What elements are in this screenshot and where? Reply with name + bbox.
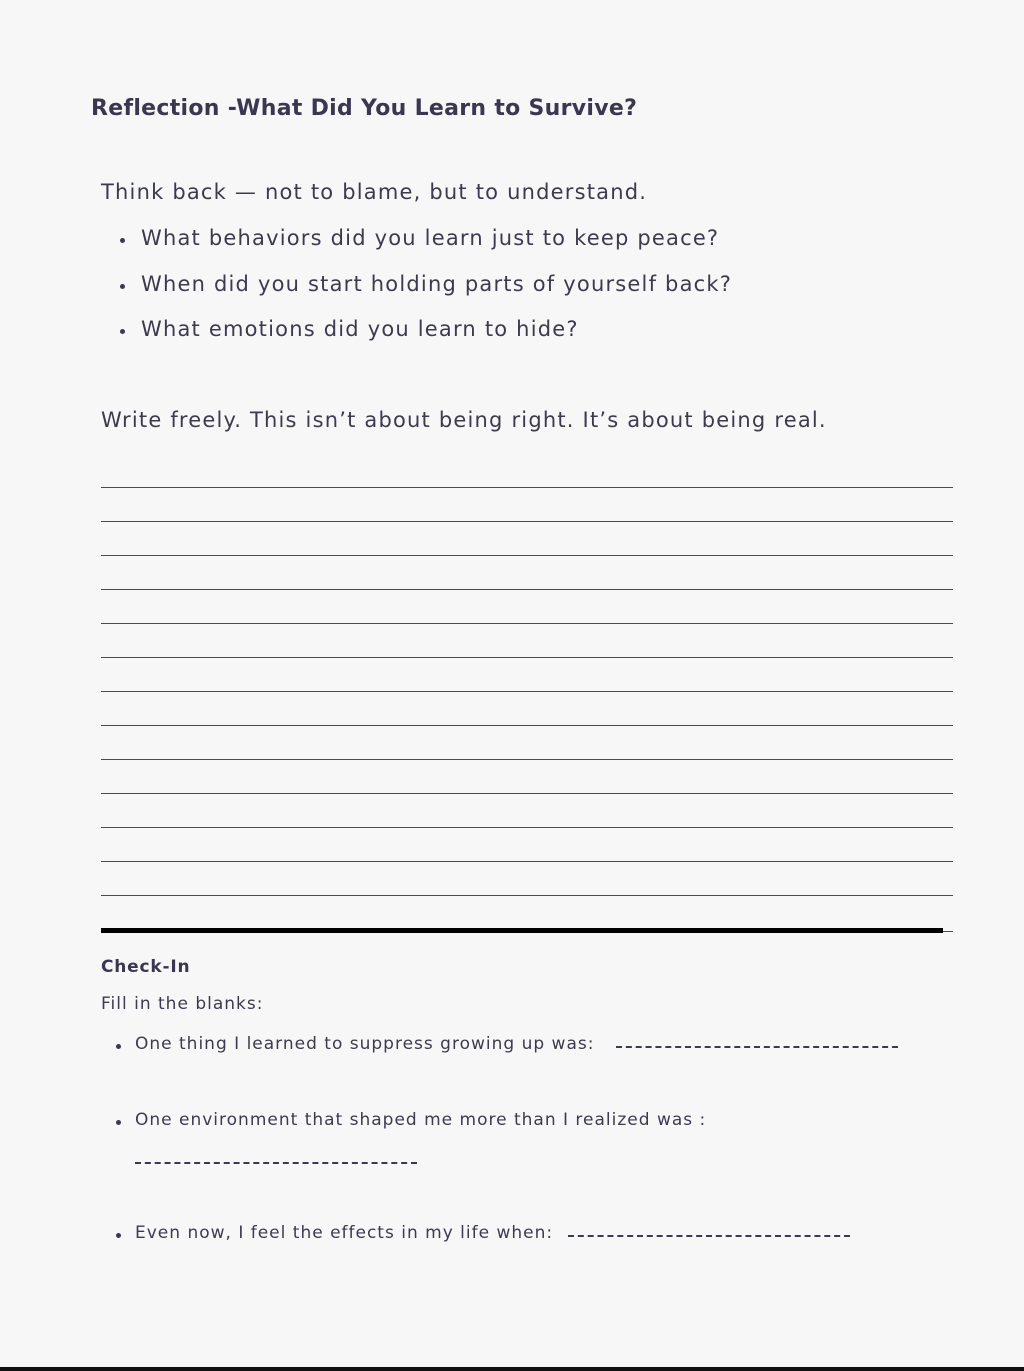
- bullet-icon: [116, 1044, 121, 1049]
- question-item: When did you start holding parts of yourself back?: [101, 272, 732, 318]
- writing-line[interactable]: [101, 895, 953, 929]
- fill-blank-label: Even now, I feel the effects in my life when:: [135, 1223, 554, 1243]
- fill-blank-field[interactable]: [616, 1038, 898, 1048]
- checkin-instruction: Fill in the blanks:: [101, 994, 264, 1014]
- question-list: [101, 226, 732, 363]
- page-bottom-edge: [0, 1367, 1024, 1371]
- writing-line[interactable]: [101, 623, 953, 657]
- question-item: What behaviors did you learn just to keep peace?: [101, 226, 732, 272]
- writing-line[interactable]: [101, 759, 953, 793]
- checkin-heading: Check-In: [101, 957, 191, 977]
- writing-line[interactable]: [101, 657, 953, 691]
- writing-line[interactable]: [101, 521, 953, 555]
- writing-line[interactable]: [101, 589, 953, 623]
- writing-line[interactable]: [101, 827, 953, 861]
- bullet-icon: [116, 1233, 121, 1238]
- writing-line[interactable]: [101, 487, 953, 521]
- writing-prompt: Write freely. This isn’t about being right. It’s about being real.: [101, 408, 827, 432]
- fill-blank-label: One environment that shaped me more than I realized was :: [135, 1110, 707, 1130]
- writing-line[interactable]: [101, 793, 953, 827]
- fill-blank-label: One thing I learned to suppress growing up was:: [135, 1034, 595, 1054]
- page-title: Reflection -What Did You Learn to Survive?: [91, 96, 638, 121]
- writing-line[interactable]: [101, 555, 953, 589]
- section-divider: [101, 928, 943, 933]
- bullet-icon: [116, 1120, 121, 1125]
- writing-line[interactable]: [101, 861, 953, 895]
- intro-text: Think back — not to blame, but to understand.: [101, 180, 648, 204]
- writing-area[interactable]: [101, 487, 953, 929]
- divider-end: [943, 931, 953, 932]
- question-item: What emotions did you learn to hide?: [101, 317, 732, 363]
- fill-blank-field[interactable]: [135, 1154, 417, 1164]
- fill-blank-field[interactable]: [568, 1227, 850, 1237]
- writing-line[interactable]: [101, 691, 953, 725]
- writing-line[interactable]: [101, 725, 953, 759]
